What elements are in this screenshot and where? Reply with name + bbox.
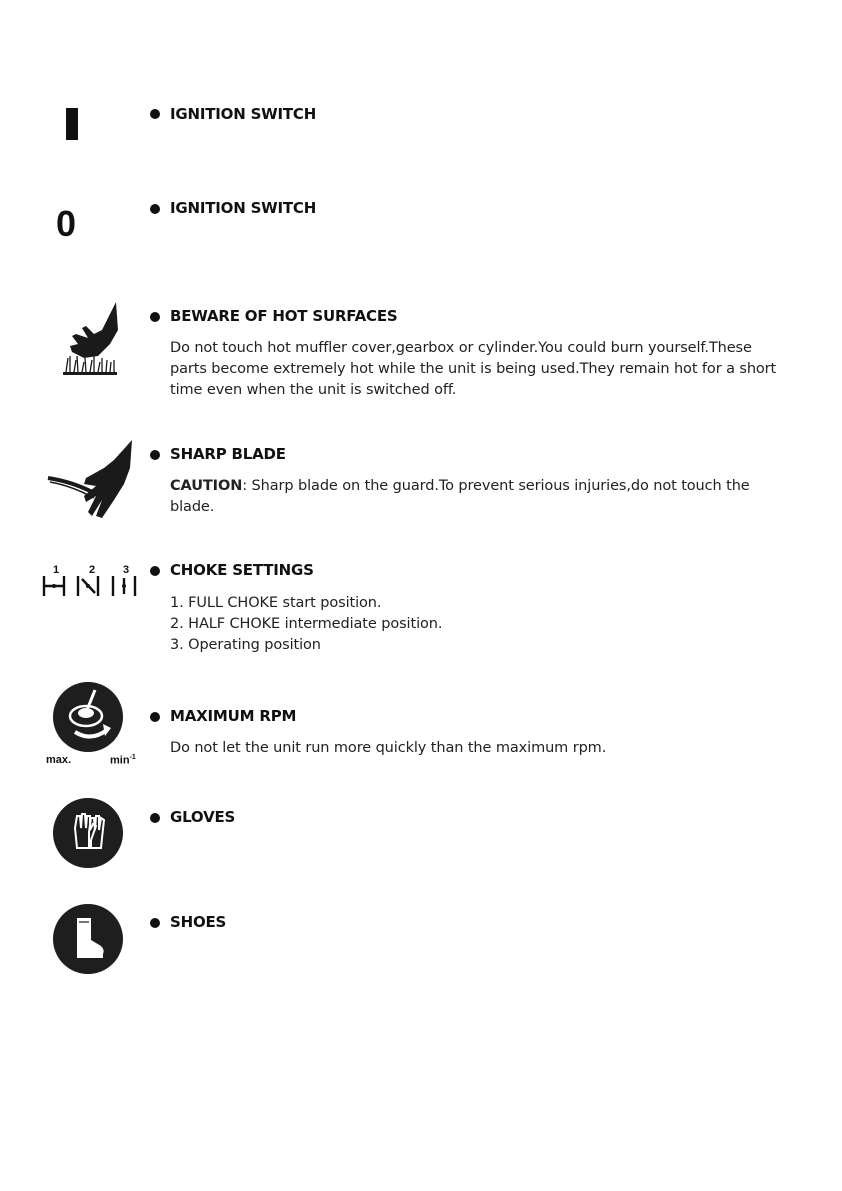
caution-label: CAUTION [170,478,243,494]
sharp-blade-text: CAUTION: Sharp blade on the guard.To prevent serious injuries,do not touch the blade. [170,478,750,515]
choke-label-3: 3 [123,564,130,576]
shoes-icon [53,904,123,974]
bullet [150,813,160,823]
section-title-maximum-rpm: MAXIMUM RPM [170,707,297,725]
min-label: $\min^{-1}$ [110,754,136,767]
gloves-icon [53,798,123,868]
section-title-ignition-off: IGNITION SWITCH [170,199,317,217]
hot-surfaces-text: Do not touch hot muffler cover,gearbox or cylinder.You could burn yourself.These parts become extremely hot while the unit is being used.They remain hot for a short time even when the unit is switched off. [170,340,777,398]
section-title-ignition-on: IGNITION SWITCH [170,105,317,123]
choke-line-3: 3. Operating position [170,637,321,653]
maximum-rpm-text: Do not let the unit run more quickly than the maximum rpm. [170,740,607,756]
bullet [150,712,160,722]
ignition-off-symbol-icon: 0 [56,203,77,244]
bullet [150,450,160,460]
section-title-sharp-blade: SHARP BLADE [170,445,286,463]
bullet [150,566,160,576]
sharp-blade-icon [44,438,136,524]
choke-line-1: 1. FULL CHOKE start position. [170,595,382,611]
section-title-choke-settings: CHOKE SETTINGS [170,561,314,579]
choke-settings-list [170,593,780,656]
section-title-shoes: SHOES [170,913,227,931]
choke-label-2: 2 [89,564,96,576]
choke-settings-icon [42,562,142,602]
bullet [150,918,160,928]
bullet [150,204,160,214]
ignition-on-symbol-icon [66,108,78,140]
section-title-hot-surfaces: BEWARE OF HOT SURFACES [170,307,398,325]
max-label: max. [46,754,72,766]
maximum-rpm-icon [53,682,123,752]
hot-surface-icon [58,300,122,380]
choke-line-2: 2. HALF CHOKE intermediate position. [170,616,443,632]
bullet [150,312,160,322]
choke-label-1: 1 [53,564,60,576]
section-title-gloves: GLOVES [170,808,236,826]
bullet [150,109,160,119]
